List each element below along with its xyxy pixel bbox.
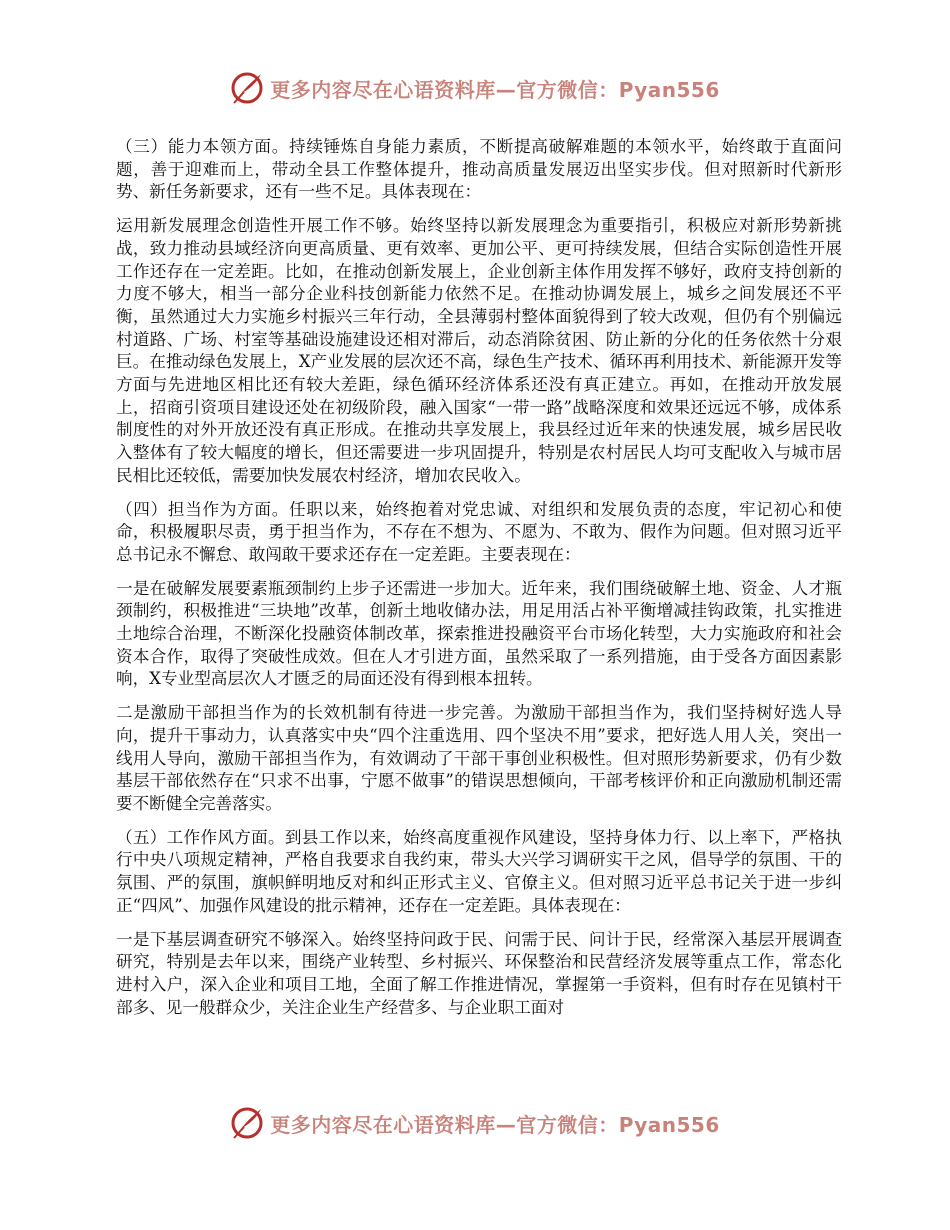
document-body [116,136,842,1030]
banner-text: 更多内容尽在心语资料库—官方微信：Pyan556 [270,77,720,102]
paragraph-responsibility: （四）担当作为方面。任职以来，始终抱着对党忠诚、对组织和发展负责的态度，牢记初心和使命，积极履职尽责，勇于担当作为，不存在不想为、不愿为、不敢为、假作为问题。但对照习近平总书记永不懈怠、敢闯敢干要求还存在一定差距。主要表现在： [116,499,842,564]
banner-text: 更多内容尽在心语资料库—官方微信：Pyan556 [270,1112,720,1137]
quill-logo-icon [230,1106,264,1140]
paragraph-new-development: 运用新发展理念创造性开展工作不够。始终坚持以新发展理念为重要指引，积极应对新形势新挑战，致力推动县域经济向更高质量、更有效率、更加公平、更可持续发展，但结合实际创造性开展工作还存在一定差距。比如，在推动创新发展上，企业创新主体作用发挥不够好，政府支持创新的力度不够大，相当一部分企业科技创新能力依然不足。在推动协调发展上，城乡之间发展还不平衡，虽然通过大力实施乡村振兴三年行动，全县薄弱村整体面貌得到了较大改观，但仍有个别偏远村道路、广场、村室等基础设施建设还相对滞后，动态消除贫困、防止新的分化的任务依然十分艰巨。在推动绿色发展上，X产业发展的层次还不高，绿色生产技术、循环再利用技术、新能源开发等方面与先进地区相比还有较大差距，绿色循环经济体系还没有真正建立。再如，在推动开放发展上，招商引资项目建设还处在初级阶段，融入国家“一带一路”战略深度和效果还远远不够，成体系制度性的对外开放还没有真正形成。在推动共享发展上，我县经过近年来的快速发展，城乡居民收入整体有了较大幅度的增长，但还需要进一步巩固提升，特别是农村居民人均可支配收入与城市居民相比还较低，需要加快发展农村经济，增加农民收入。 [116,216,842,485]
footer-banner [0,1101,950,1145]
header-banner [0,66,950,110]
paragraph-work-style: （五）工作作风方面。到县工作以来，始终高度重视作风建设，坚持身体力行、以上率下，严格执行中央八项规定精神，严格自我要求自我约束，带头大兴学习调研实干之风，倡导学的氛围、干的氛围、严的氛围，旗帜鲜明地反对和纠正形式主义、官僚主义。但对照习近平总书记关于进一步纠正“四风”、加强作风建设的批示精神，还存在一定差距。具体表现在： [116,827,842,915]
paragraph-investigation: 一是下基层调查研究不够深入。始终坚持问政于民、问需于民、问计于民，经常深入基层开展调查研究，特别是去年以来，围绕产业转型、乡村振兴、环保整治和民营经济发展等重点工作，常态化进村入户，深入企业和项目工地，全面了解工作推进情况，掌握第一手资料，但有时存在见镇村干部多、见一般群众少，关注企业生产经营多、与企业职工面对 [116,929,842,1017]
paragraph-point-two: 二是激励干部担当作为的长效机制有待进一步完善。为激励干部担当作为，我们坚持树好选人导向，提升干事动力，认真落实中央“四个注重选用、四个坚决不用”要求，把好选人用人关，突出一线用人导向，激励干部担当作为，有效调动了干部干事创业积极性。但对照形势新要求，仍有少数基层干部依然存在“只求不出事，宁愿不做事”的错误思想倾向，干部考核评价和正向激励机制还需要不断健全完善落实。 [116,703,842,813]
paragraph-ability: （三）能力本领方面。持续锤炼自身能力素质，不断提高破解难题的本领水平，始终敢于直面问题，善于迎难而上，带动全县工作整体提升，推动高质量发展迈出坚实步伐。但对照新时代新形势、新任务新要求，还有一些不足。具体表现在： [116,137,842,202]
quill-logo-icon [230,71,264,105]
paragraph-point-one: 一是在破解发展要素瓶颈制约上步子还需进一步加大。近年来，我们围绕破解土地、资金、人才瓶颈制约，积极推进“三块地”改革，创新土地收储办法，用足用活占补平衡增减挂钩政策，扎实推进土地综合治理，不断深化投融资体制改革，探索推进投融资平台市场化转型，大力实施政府和社会资本合作，取得了突破性成效。但在人才引进方面，虽然采取了一系列措施，由于受各方面因素影响，X专业型高层次人才匮乏的局面还没有得到根本扭转。 [116,578,842,689]
